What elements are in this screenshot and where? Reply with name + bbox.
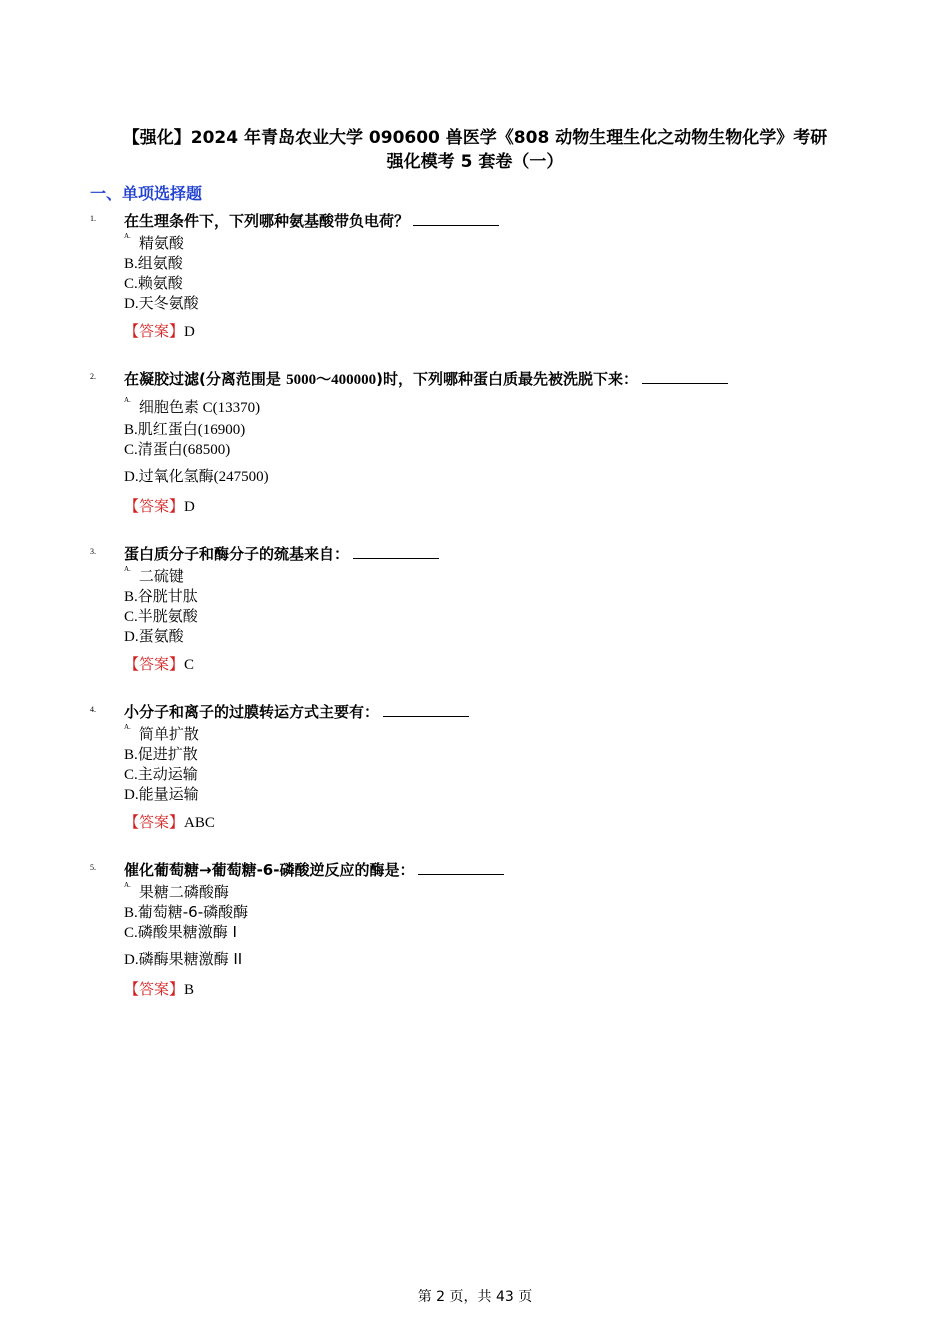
option-b — [124, 418, 245, 439]
section-heading: 一、单项选择题 — [90, 184, 203, 203]
option-a — [124, 232, 184, 253]
answer-tag: 【答案】 — [124, 497, 185, 515]
option-d — [124, 625, 184, 646]
option-letter: A. — [124, 723, 131, 731]
option-letter: C. — [124, 442, 138, 458]
option-c — [124, 272, 183, 293]
option-text: 蛋氨酸 — [138, 627, 184, 645]
answer-tag: 【答案】 — [124, 980, 185, 998]
answer-value: C — [184, 657, 195, 673]
answer-tag: 【答案】 — [124, 322, 185, 340]
answer-tag: 【答案】 — [124, 813, 185, 831]
question-number: 2. — [90, 372, 96, 381]
document-title — [60, 126, 890, 174]
option-text: 清蛋白(68500) — [137, 442, 231, 458]
question-number: 4. — [90, 705, 96, 714]
option-c — [124, 438, 230, 459]
option-letter: C. — [124, 276, 138, 292]
page-footer: 第 2 页，共 43 页 — [417, 1289, 533, 1305]
option-text: 精氨酸 — [138, 234, 184, 252]
option-letter: C. — [124, 925, 138, 941]
option-text: 组氨酸 — [137, 254, 183, 272]
option-text: 主动运输 — [137, 765, 198, 783]
option-a — [124, 565, 184, 586]
answer-line — [124, 495, 195, 516]
option-d — [124, 783, 199, 804]
question-stem — [124, 701, 469, 722]
question-stem — [124, 368, 728, 389]
option-letter: B. — [124, 589, 138, 605]
answer-value: B — [184, 982, 195, 998]
option-c — [124, 605, 198, 626]
option-text: 葡萄糖-6-磷酸酶 — [137, 903, 249, 921]
answer-blank — [353, 543, 439, 559]
option-d — [124, 948, 242, 969]
question-stem-text: 催化葡萄糖→葡萄糖-6-磷酸逆反应的酶是： — [124, 861, 415, 879]
option-a — [124, 723, 199, 744]
option-text: 细胞色素 C(13370) — [138, 400, 261, 416]
answer-line — [124, 320, 195, 341]
question-stem — [124, 859, 504, 880]
option-a — [124, 396, 260, 417]
answer-blank — [418, 859, 504, 875]
question-stem — [124, 210, 499, 231]
option-a — [124, 881, 229, 902]
question-number: 3. — [90, 547, 96, 556]
question-stem-part-1: 在凝胶过滤(分离范围是 — [124, 370, 287, 388]
option-b — [124, 901, 248, 922]
option-text: 能量运输 — [138, 785, 199, 803]
option-c — [124, 763, 198, 784]
option-letter: C. — [124, 609, 138, 625]
option-text: 二硫键 — [138, 567, 184, 585]
option-d — [124, 292, 199, 313]
question-number: 1. — [90, 214, 96, 223]
option-b — [124, 585, 198, 606]
question-number: 5. — [90, 863, 96, 872]
option-text: 谷胱甘肽 — [137, 587, 198, 605]
title-line-2: 强化模考 5 套卷（一） — [386, 152, 564, 172]
answer-value: ABC — [184, 815, 215, 831]
option-b — [124, 252, 183, 273]
answer-blank — [383, 701, 469, 717]
option-letter: D. — [124, 629, 139, 645]
answer-value: D — [184, 499, 195, 515]
option-text: 半胱氨酸 — [137, 607, 198, 625]
option-text: 磷酸果糖激酶 I — [137, 923, 237, 941]
option-letter: B. — [124, 422, 138, 438]
option-text: 促进扩散 — [137, 745, 198, 763]
option-c — [124, 921, 237, 942]
option-letter: A. — [124, 565, 131, 573]
answer-line — [124, 653, 194, 674]
answer-line — [124, 978, 194, 999]
answer-blank — [413, 210, 499, 226]
option-letter: A. — [124, 232, 131, 240]
answer-blank — [642, 368, 728, 384]
question-stem-text: 在生理条件下，下列哪种氨基酸带负电荷？ — [124, 212, 410, 230]
option-b — [124, 743, 198, 764]
option-letter: B. — [124, 256, 138, 272]
option-letter: B. — [124, 905, 138, 921]
question-stem-range: 5000～400000 — [286, 372, 377, 388]
answer-line — [124, 811, 215, 832]
option-letter: D. — [124, 787, 139, 803]
option-letter: D. — [124, 469, 139, 485]
option-letter: B. — [124, 747, 138, 763]
option-letter: C. — [124, 767, 138, 783]
option-letter: D. — [124, 296, 139, 312]
answer-value: D — [184, 324, 195, 340]
answer-tag: 【答案】 — [124, 655, 185, 673]
option-text: 天冬氨酸 — [138, 294, 199, 312]
question-stem-text: 蛋白质分子和酶分子的巯基来自： — [124, 545, 350, 563]
option-text: 肌红蛋白(16900) — [137, 422, 246, 438]
question-stem-part-2: )时，下列哪种蛋白质最先被洗脱下来： — [376, 370, 638, 388]
option-letter: A. — [124, 881, 131, 889]
option-text: 果糖二磷酸酶 — [138, 883, 229, 901]
option-text: 磷酶果糖激酶 II — [138, 950, 243, 968]
question-stem-text: 小分子和离子的过膜转运方式主要有： — [124, 703, 380, 721]
title-line-1: 【强化】2024 年青岛农业大学 090600 兽医学《808 动物生理生化之动物生物化学》考研 — [122, 128, 828, 148]
option-letter: D. — [124, 952, 139, 968]
option-text: 简单扩散 — [138, 725, 199, 743]
option-text: 赖氨酸 — [137, 274, 183, 292]
option-letter: A. — [124, 396, 131, 404]
option-d — [124, 465, 269, 486]
question-stem — [124, 543, 439, 564]
option-text: 过氧化氢酶(247500) — [138, 469, 269, 485]
